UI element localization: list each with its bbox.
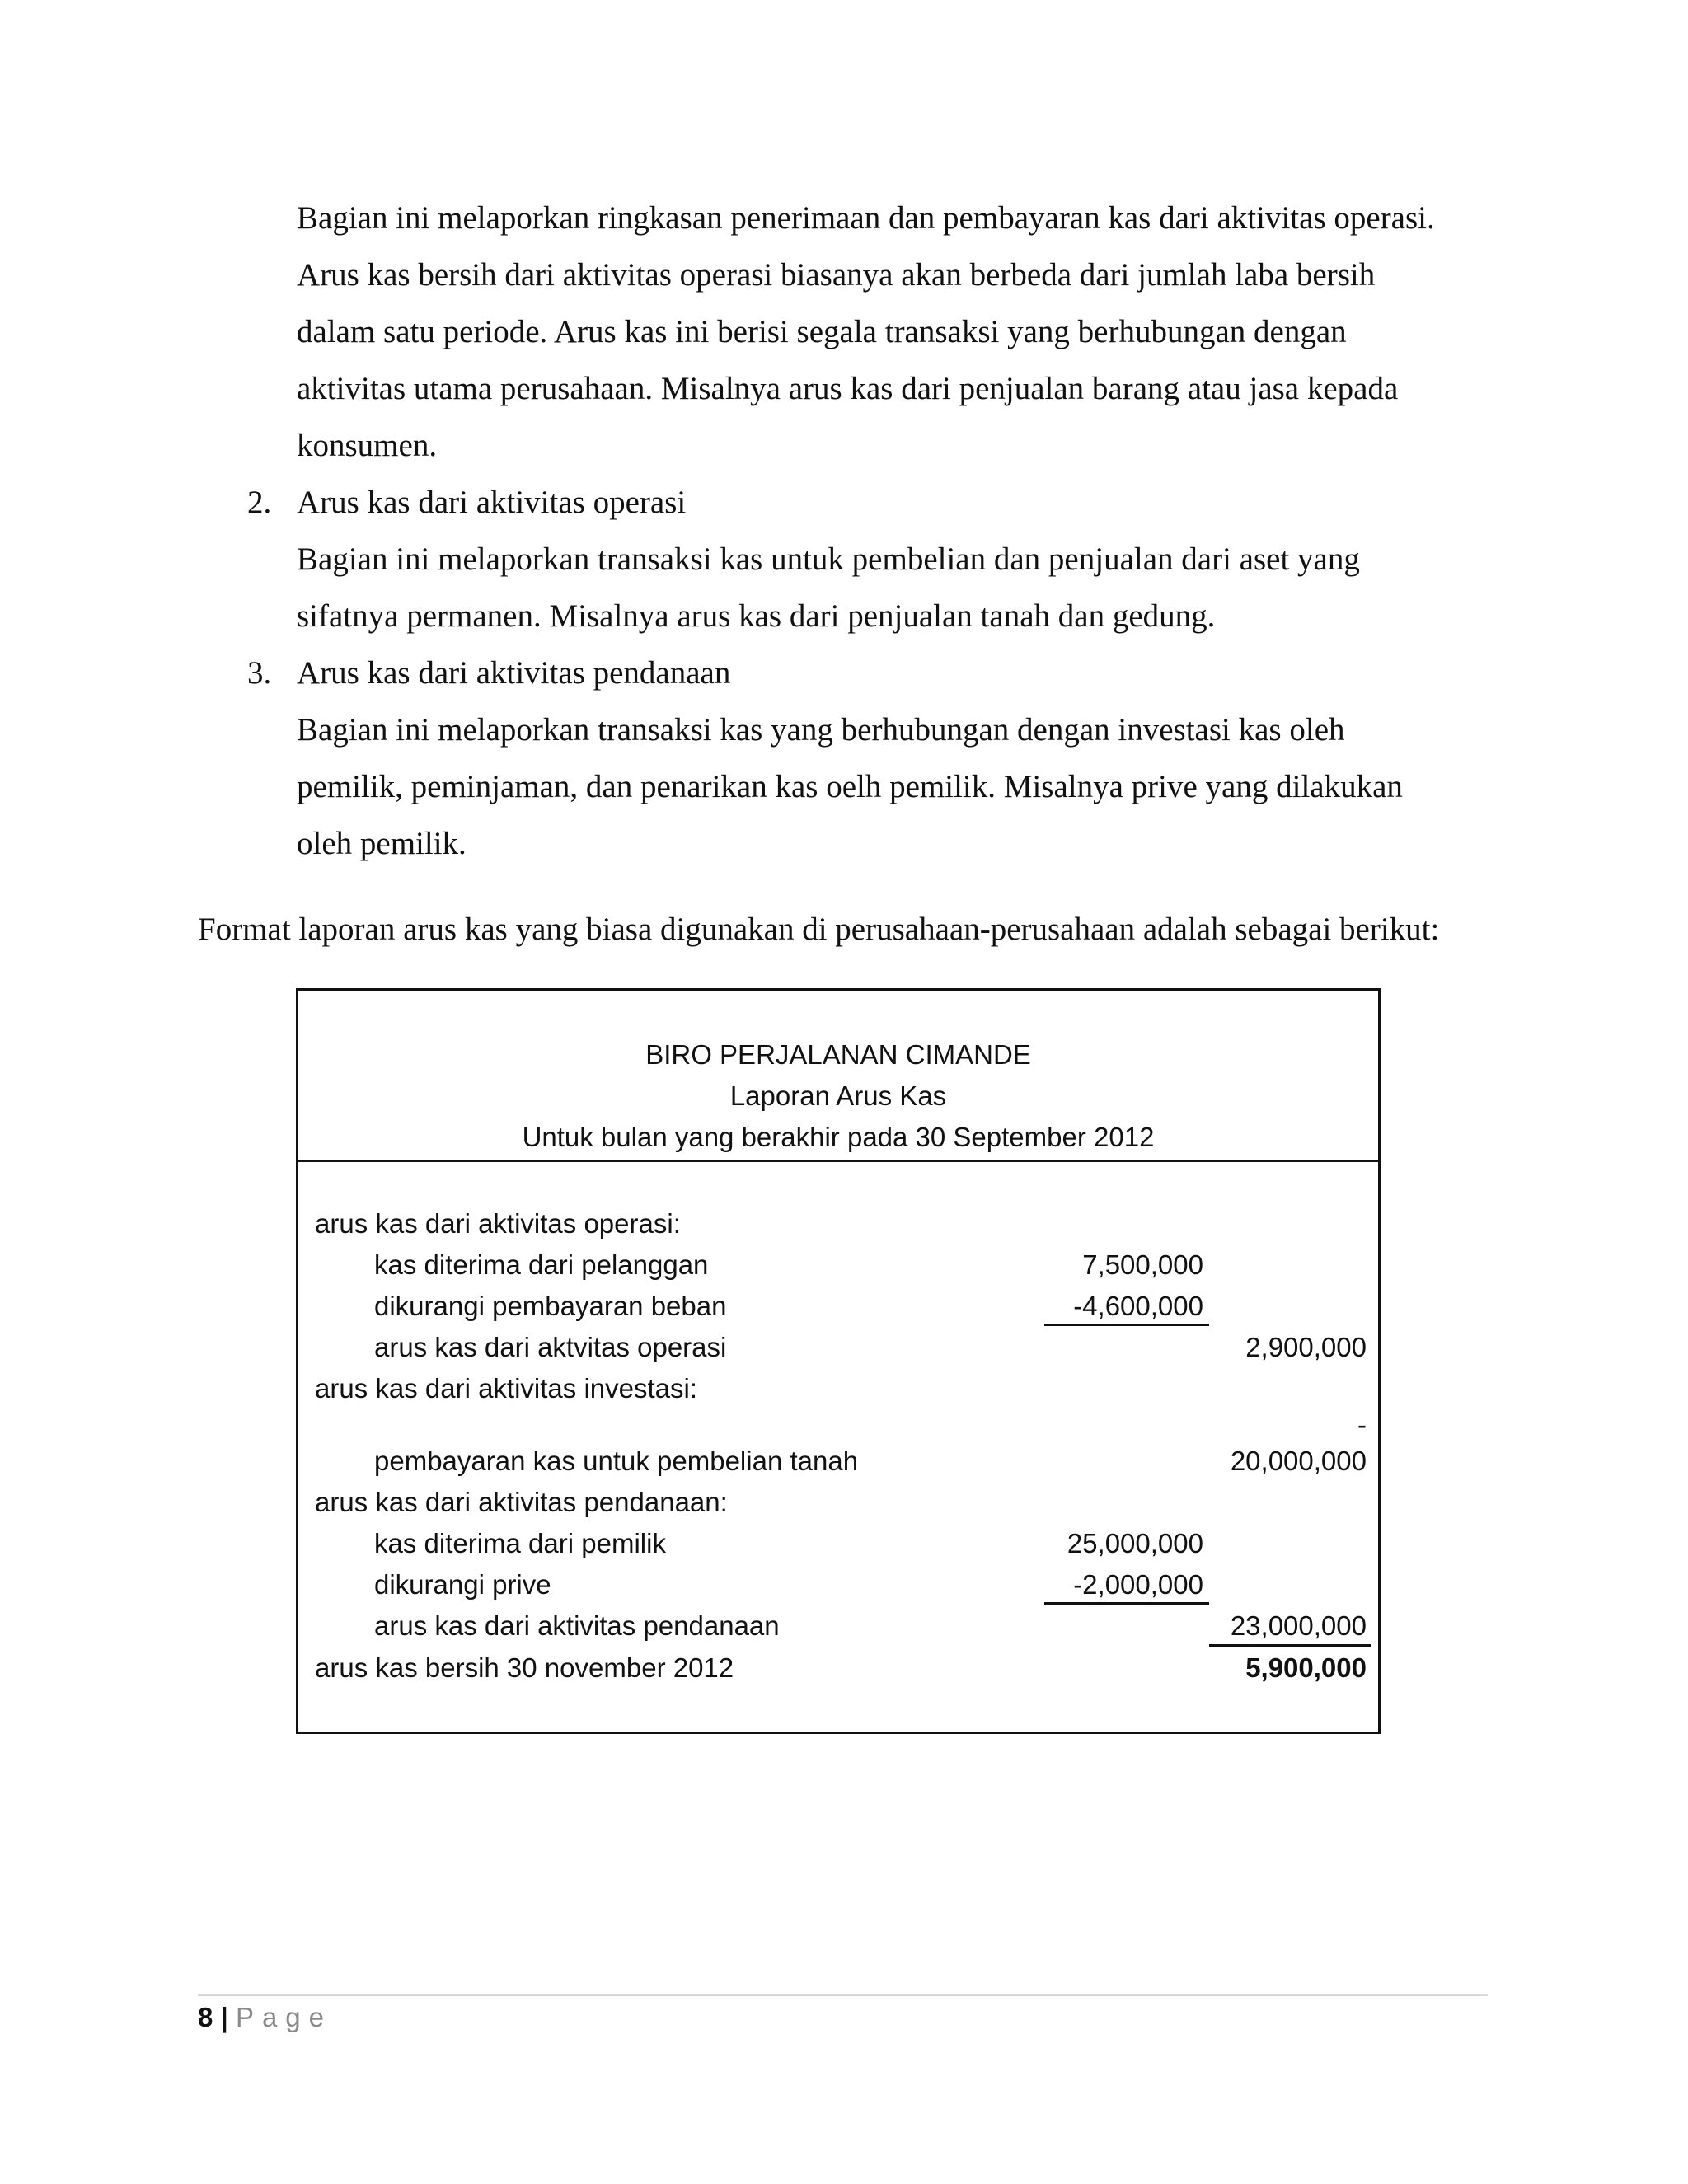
row-label: arus kas dari aktivitas pendanaan: [315, 1487, 728, 1517]
table-row [298, 1286, 1378, 1327]
section-operating [298, 1203, 1378, 1244]
paragraph-financing [297, 701, 1467, 872]
row-label: kas diterima dari pemilik [374, 1528, 666, 1558]
row-total: 20,000,000 [1230, 1446, 1367, 1476]
footer-divider [198, 1994, 1488, 1996]
row-amount: 7,500,000 [1082, 1249, 1203, 1280]
section-investing [298, 1368, 1378, 1409]
row-label: kas diterima dari pelanggan [374, 1249, 709, 1280]
text-line: pemilik, peminjaman, dan penarikan kas oelh pemilik. Misalnya prive yang dilakukan [297, 769, 1403, 804]
table-row [298, 1441, 1378, 1482]
footer-separator: | [220, 2002, 228, 2032]
table-row [298, 1327, 1378, 1368]
subtotal-underline [1044, 1602, 1209, 1605]
table-row [298, 1605, 1378, 1647]
net-cash-row [298, 1647, 1378, 1689]
statement-header [298, 991, 1378, 1162]
net-cash-total: 5,900,000 [1245, 1652, 1367, 1683]
statement-period: Untuk bulan yang berakhir pada 30 September 2012 [522, 1122, 1155, 1152]
row-amount: -2,000,000 [1073, 1569, 1203, 1600]
paragraph-operating [297, 190, 1467, 474]
total-underline [1209, 1644, 1372, 1647]
subtotal-underline [1044, 1324, 1209, 1326]
row-label: arus kas dari aktivitas operasi: [315, 1208, 681, 1239]
negative-sign: - [1357, 1409, 1367, 1440]
page-footer [198, 1997, 332, 2038]
statement-title: Laporan Arus Kas [729, 1080, 947, 1111]
row-label: dikurangi prive [374, 1569, 551, 1600]
text-line: Bagian ini melaporkan transaksi kas untuk pembelian dan penjualan dari aset yang [297, 541, 1360, 577]
text-line: Bagian ini melaporkan transaksi kas yang berhubungan dengan investasi kas oleh [297, 712, 1345, 748]
text-line: sifatnya permanen. Misalnya arus kas dari penjualan tanah dan gedung. [297, 598, 1216, 634]
row-total: 2,900,000 [1245, 1332, 1367, 1362]
text-line: aktivitas utama perusahaan. Misalnya arus kas dari penjualan barang atau jasa kepada [297, 371, 1399, 406]
row-label: arus kas dari aktivitas investasi: [315, 1373, 698, 1404]
text-line: konsumen. [297, 428, 438, 463]
list-title: Arus kas dari aktivitas operasi [297, 485, 687, 520]
row-label: arus kas bersih 30 november 2012 [315, 1652, 734, 1683]
row-label: dikurangi pembayaran beban [374, 1291, 727, 1321]
row-label: arus kas dari aktvitas operasi [374, 1332, 727, 1362]
table-row [298, 1564, 1378, 1605]
text-line: Arus kas bersih dari aktivitas operasi biasanya akan berbeda dari jumlah laba bersih [297, 257, 1376, 293]
company-name: BIRO PERJALANAN CIMANDE [645, 1039, 1031, 1070]
table-row [298, 1523, 1378, 1564]
text-line: Bagian ini melaporkan ringkasan penerimaan dan pembayaran kas dari aktivitas operasi. [297, 200, 1435, 236]
table-row [298, 1404, 1378, 1446]
row-label: arus kas dari aktivitas pendanaan [374, 1610, 780, 1641]
text-line: oleh pemilik. [297, 826, 467, 861]
row-label: pembayaran kas untuk pembelian tanah [374, 1446, 859, 1476]
text-line: dalam satu periode. Arus kas ini berisi segala transaksi yang berhubungan dengan [297, 314, 1347, 349]
format-intro: Format laporan arus kas yang biasa digunakan di perusahaan-perusahaan adalah sebagai berikut: [198, 912, 1440, 947]
page-label: Page [235, 2002, 333, 2032]
paragraph-investing [297, 531, 1467, 644]
cash-flow-statement [296, 988, 1381, 1734]
row-total: 23,000,000 [1230, 1610, 1367, 1641]
row-amount: -4,600,000 [1073, 1291, 1203, 1321]
page-number: 8 [198, 2002, 213, 2032]
list-number: 3. [247, 655, 272, 691]
list-number: 2. [247, 485, 272, 520]
row-amount: 25,000,000 [1067, 1528, 1203, 1558]
table-row [298, 1244, 1378, 1286]
section-financing [298, 1482, 1378, 1523]
list-title: Arus kas dari aktivitas pendanaan [297, 655, 731, 691]
